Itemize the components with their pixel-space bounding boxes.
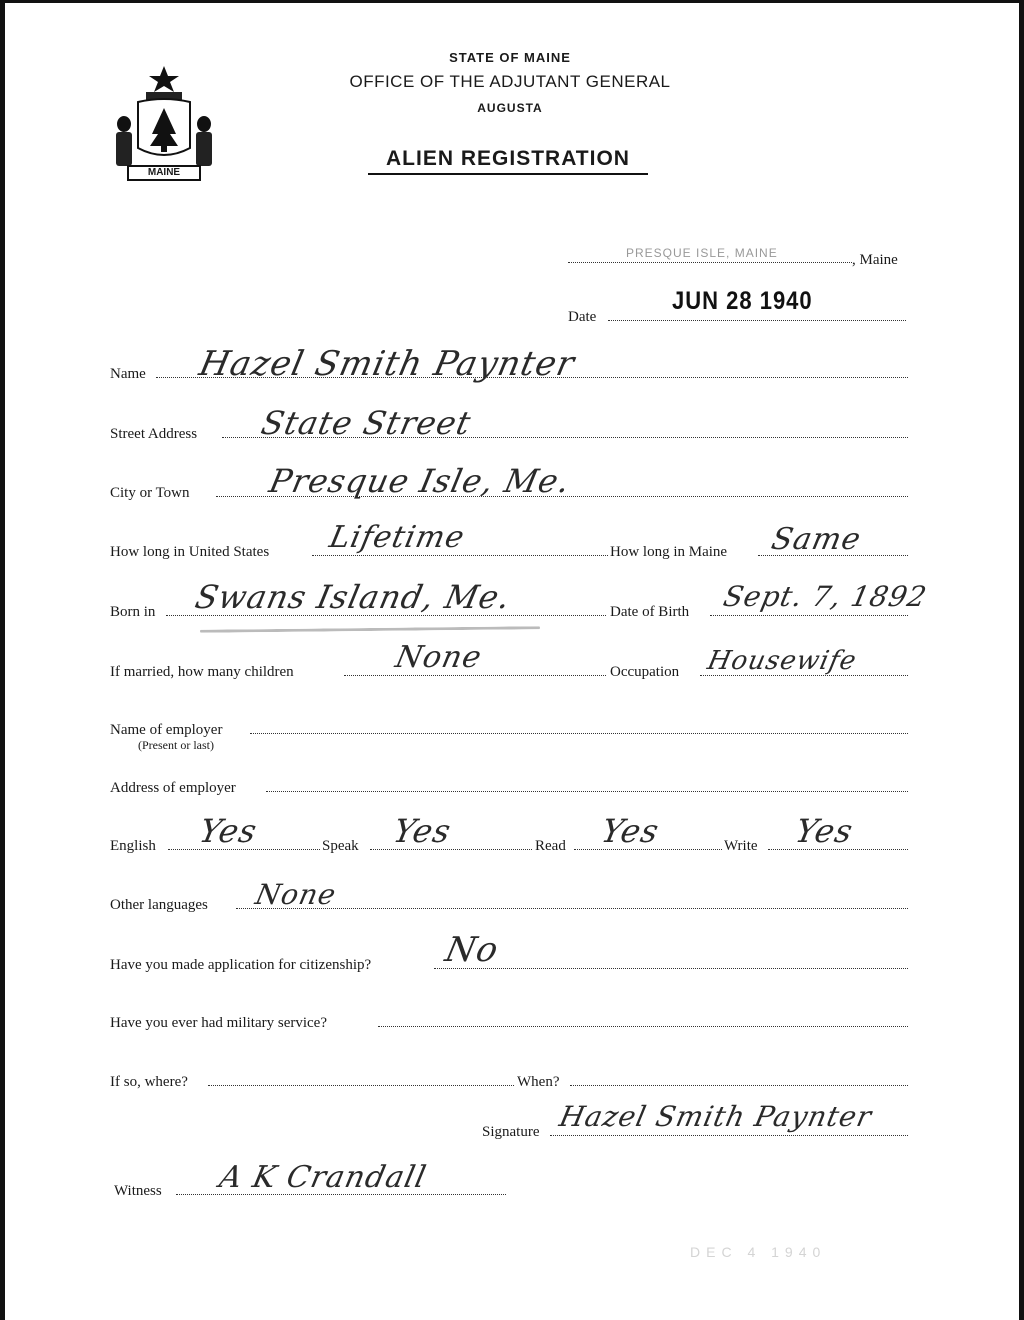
where-line [208,1085,514,1086]
form-title: ALIEN REGISTRATION [386,147,630,170]
citizenship-label: Have you made application for citizenship? [110,957,372,973]
maine-duration-label: How long in Maine [610,544,728,560]
us-duration-value[interactable]: Lifetime [326,520,468,555]
read-label: Read [535,838,566,854]
place-suffix: , Maine [852,252,898,268]
employer-label: Name of employer [110,722,223,738]
dob-value[interactable]: Sept. 7, 1892 [720,580,931,613]
read-value[interactable]: Yes [597,812,663,850]
citizenship-value[interactable]: No [441,930,503,970]
us-duration-line [312,555,608,556]
maine-duration-value[interactable]: Same [768,522,865,557]
occupation-label: Occupation [610,664,680,680]
occupation-value[interactable]: Housewife [704,646,860,676]
header-state: STATE OF MAINE [449,50,571,65]
write-value[interactable]: Yes [791,812,857,850]
employer-line [250,733,908,734]
signature-line [550,1135,908,1136]
name-value[interactable]: Hazel Smith Paynter [195,344,579,384]
seal-banner-text: MAINE [147,167,181,178]
other-languages-value[interactable]: None [252,878,340,911]
children-line [344,675,606,676]
where-label: If so, where? [110,1074,188,1090]
citizenship-line [434,968,908,969]
when-label: When? [517,1074,560,1090]
other-languages-line [236,908,908,909]
other-languages-label: Other languages [110,897,208,913]
speak-value[interactable]: Yes [389,812,455,850]
employer-address-label: Address of employer [110,780,236,796]
english-label: English [110,838,156,854]
place-stamp: PRESQUE ISLE, MAINE [626,246,778,260]
place-line [568,262,852,263]
signature-label: Signature [482,1124,540,1140]
witness-label: Witness [114,1183,162,1199]
born-in-value[interactable]: Swans Island, Me. [191,578,515,616]
military-label: Have you ever had military service? [110,1015,327,1031]
name-label: Name [110,366,146,382]
military-line [378,1026,908,1027]
date-line [608,320,906,321]
street-label: Street Address [110,426,198,442]
header-city: AUGUSTA [477,101,543,115]
title-underline [368,173,648,175]
witness-value[interactable]: A K Crandall [216,1160,430,1195]
born-in-label: Born in [110,604,156,620]
footer-stamp: DEC 4 1940 [690,1244,827,1260]
date-stamp: JUN 28 1940 [672,286,813,315]
us-duration-label: How long in United States [110,544,270,560]
dob-line [710,615,908,616]
dob-label: Date of Birth [610,604,690,620]
children-label: If married, how many children [110,664,294,680]
city-label: City or Town [110,485,190,501]
city-value[interactable]: Presque Isle, Me. [265,462,574,500]
date-label: Date [568,309,597,325]
write-label: Write [724,838,758,854]
speak-label: Speak [322,838,359,854]
header-office: OFFICE OF THE ADJUTANT GENERAL [349,72,671,91]
employer-sublabel: (Present or last) [138,738,214,752]
children-value[interactable]: None [392,640,486,675]
english-value[interactable]: Yes [195,812,261,850]
employer-address-line [266,791,908,792]
signature-value[interactable]: Hazel Smith Paynter [556,1100,876,1133]
when-line [570,1085,908,1086]
street-value[interactable]: State Street [257,404,475,442]
